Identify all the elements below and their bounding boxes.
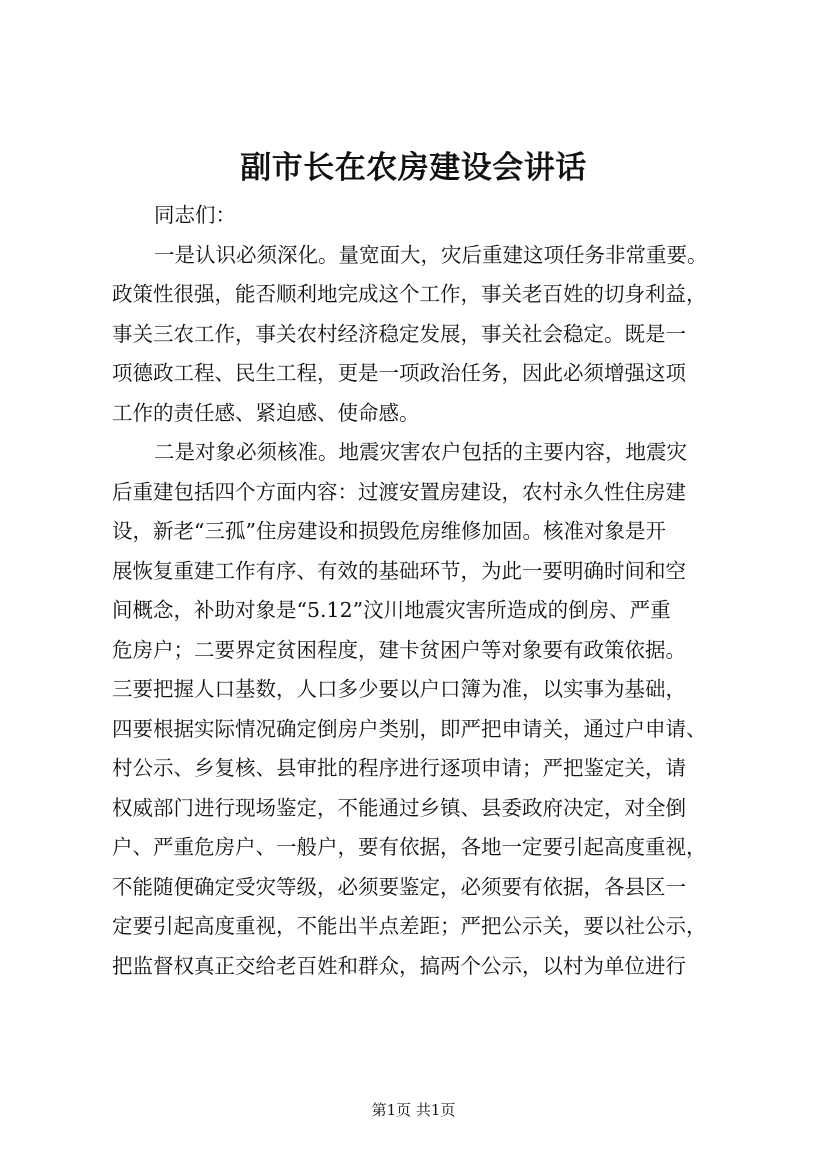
paragraph-line: 一是认识必须深化。量宽面大，灾后重建这项任务非常重要。 — [154, 242, 708, 267]
paragraph-line: 间概念，补助对象是“5.12”汶川地震灾害所造成的倒房、严重 — [112, 598, 671, 622]
document-title: 副市长在农房建设会讲话 — [240, 150, 587, 186]
paragraph-line: 工作的责任感、紧迫感、使命感。 — [112, 400, 420, 425]
salutation-line: 同志们： — [154, 203, 236, 227]
paragraph-line: 户、严重危房户、一般户，要有依据，各地一定要引起高度重视， — [112, 835, 707, 859]
paragraph-line: 二是对象必须核准。地震灾害农户包括的主要内容，地震灾 — [154, 440, 687, 464]
page-number-footer: 第1页 共1页 — [371, 1101, 456, 1119]
paragraph-line: 四要根据实际情况确定倒房户类别，即严把申请关，通过户申请、 — [112, 716, 707, 741]
paragraph-line: 三要把握人口基数，人口多少要以户口簿为准，以实事为基础， — [112, 677, 686, 701]
paragraph-line: 危房户；二要界定贫困程度，建卡贫困户等对象要有政策依据。 — [112, 637, 686, 662]
paragraph-line: 设，新老“三孤”住房建设和损毁危房维修加固。核准对象是开 — [112, 519, 666, 543]
paragraph-line: 事关三农工作，事关农村经济稳定发展，事关社会稳定。既是一 — [112, 321, 686, 346]
paragraph-line: 后重建包括四个方面内容：过渡安置房建设，农村永久性住房建 — [112, 479, 686, 504]
paragraph-line: 政策性很强，能否顺利地完成这个工作，事关老百姓的切身利益， — [112, 282, 707, 306]
paragraph-line: 把监督权真正交给老百姓和群众，搞两个公示，以村为单位进行 — [112, 953, 686, 978]
paragraph-line: 不能随便确定受灾等级，必须要鉴定，必须要有依据，各县区一 — [112, 874, 686, 899]
paragraph-line: 村公示、乡复核、县审批的程序进行逐项申请；严把鉴定关，请 — [112, 756, 686, 780]
document-body — [112, 196, 742, 986]
paragraph-line: 权威部门进行现场鉴定，不能通过乡镇、县委政府决定，对全倒 — [112, 795, 686, 820]
paragraph-line: 展恢复重建工作有序、有效的基础环节，为此一要明确时间和空 — [112, 558, 686, 583]
paragraph-line: 项德政工程、民生工程，更是一项政治任务，因此必须增强这项 — [112, 361, 686, 385]
paragraph-line: 定要引起高度重视，不能出半点差距；严把公示关，要以社公示， — [112, 914, 707, 938]
